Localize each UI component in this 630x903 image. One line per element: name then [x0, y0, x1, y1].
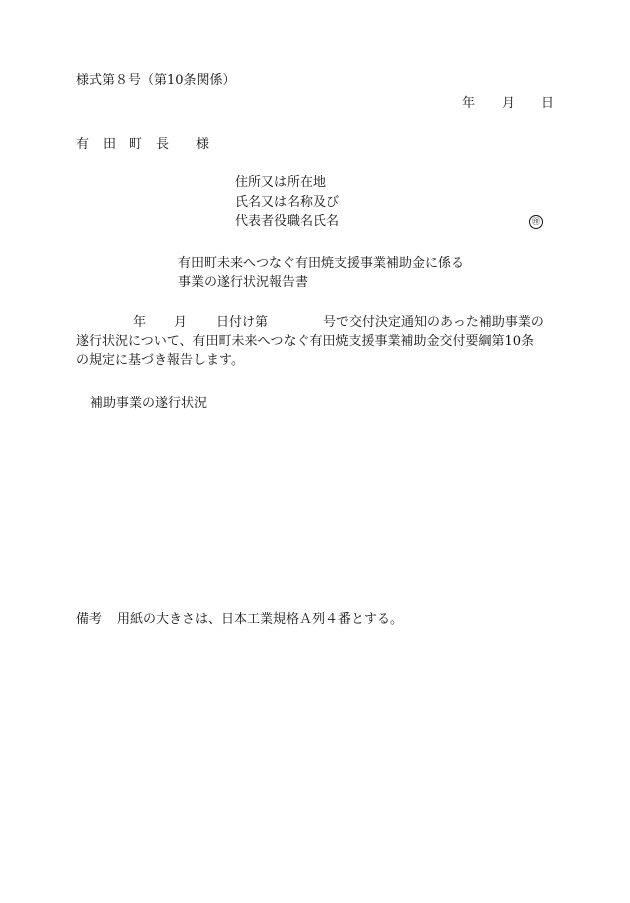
- remarks-label: 備考: [76, 612, 103, 627]
- date-year-label: 年: [462, 96, 476, 111]
- body-line-3: の規定に基づき報告します。: [76, 353, 244, 368]
- name-label: 氏名又は名称及び: [235, 195, 340, 210]
- date-day-label: 日: [541, 96, 555, 111]
- body-dated-label: 日付け第: [216, 315, 269, 330]
- addressee-char-1: 有: [76, 137, 90, 152]
- addressee-honorific: 様: [196, 137, 210, 152]
- addressee-char-2: 田: [103, 137, 117, 152]
- body-line-2: 遂行状況について、有田町未来へつなぐ有田焼支援事業補助金交付要綱第10条: [76, 334, 535, 349]
- report-title-line-2: 事業の遂行状況報告書: [178, 275, 309, 290]
- body-line-1-tail: 号で交付決定通知のあった補助事業の: [323, 315, 544, 330]
- address-label: 住所又は所在地: [235, 175, 327, 190]
- seal-mark: ㊞: [529, 215, 543, 229]
- body-year-label: 年: [133, 315, 147, 330]
- addressee-char-3: 町: [129, 137, 143, 152]
- form-number: 様式第８号（第10条関係）: [76, 73, 236, 88]
- date-month-label: 月: [502, 96, 516, 111]
- remarks-text: 用紙の大きさは、日本工業規格Ａ列４番とする。: [117, 612, 404, 627]
- representative-label: 代表者役職名氏名: [235, 214, 340, 229]
- addressee-char-4: 長: [156, 137, 170, 152]
- body-month-label: 月: [174, 315, 188, 330]
- section-heading: 補助事業の遂行状況: [90, 396, 208, 411]
- report-title-line-1: 有田町未来へつなぐ有田焼支援事業補助金に係る: [178, 256, 465, 271]
